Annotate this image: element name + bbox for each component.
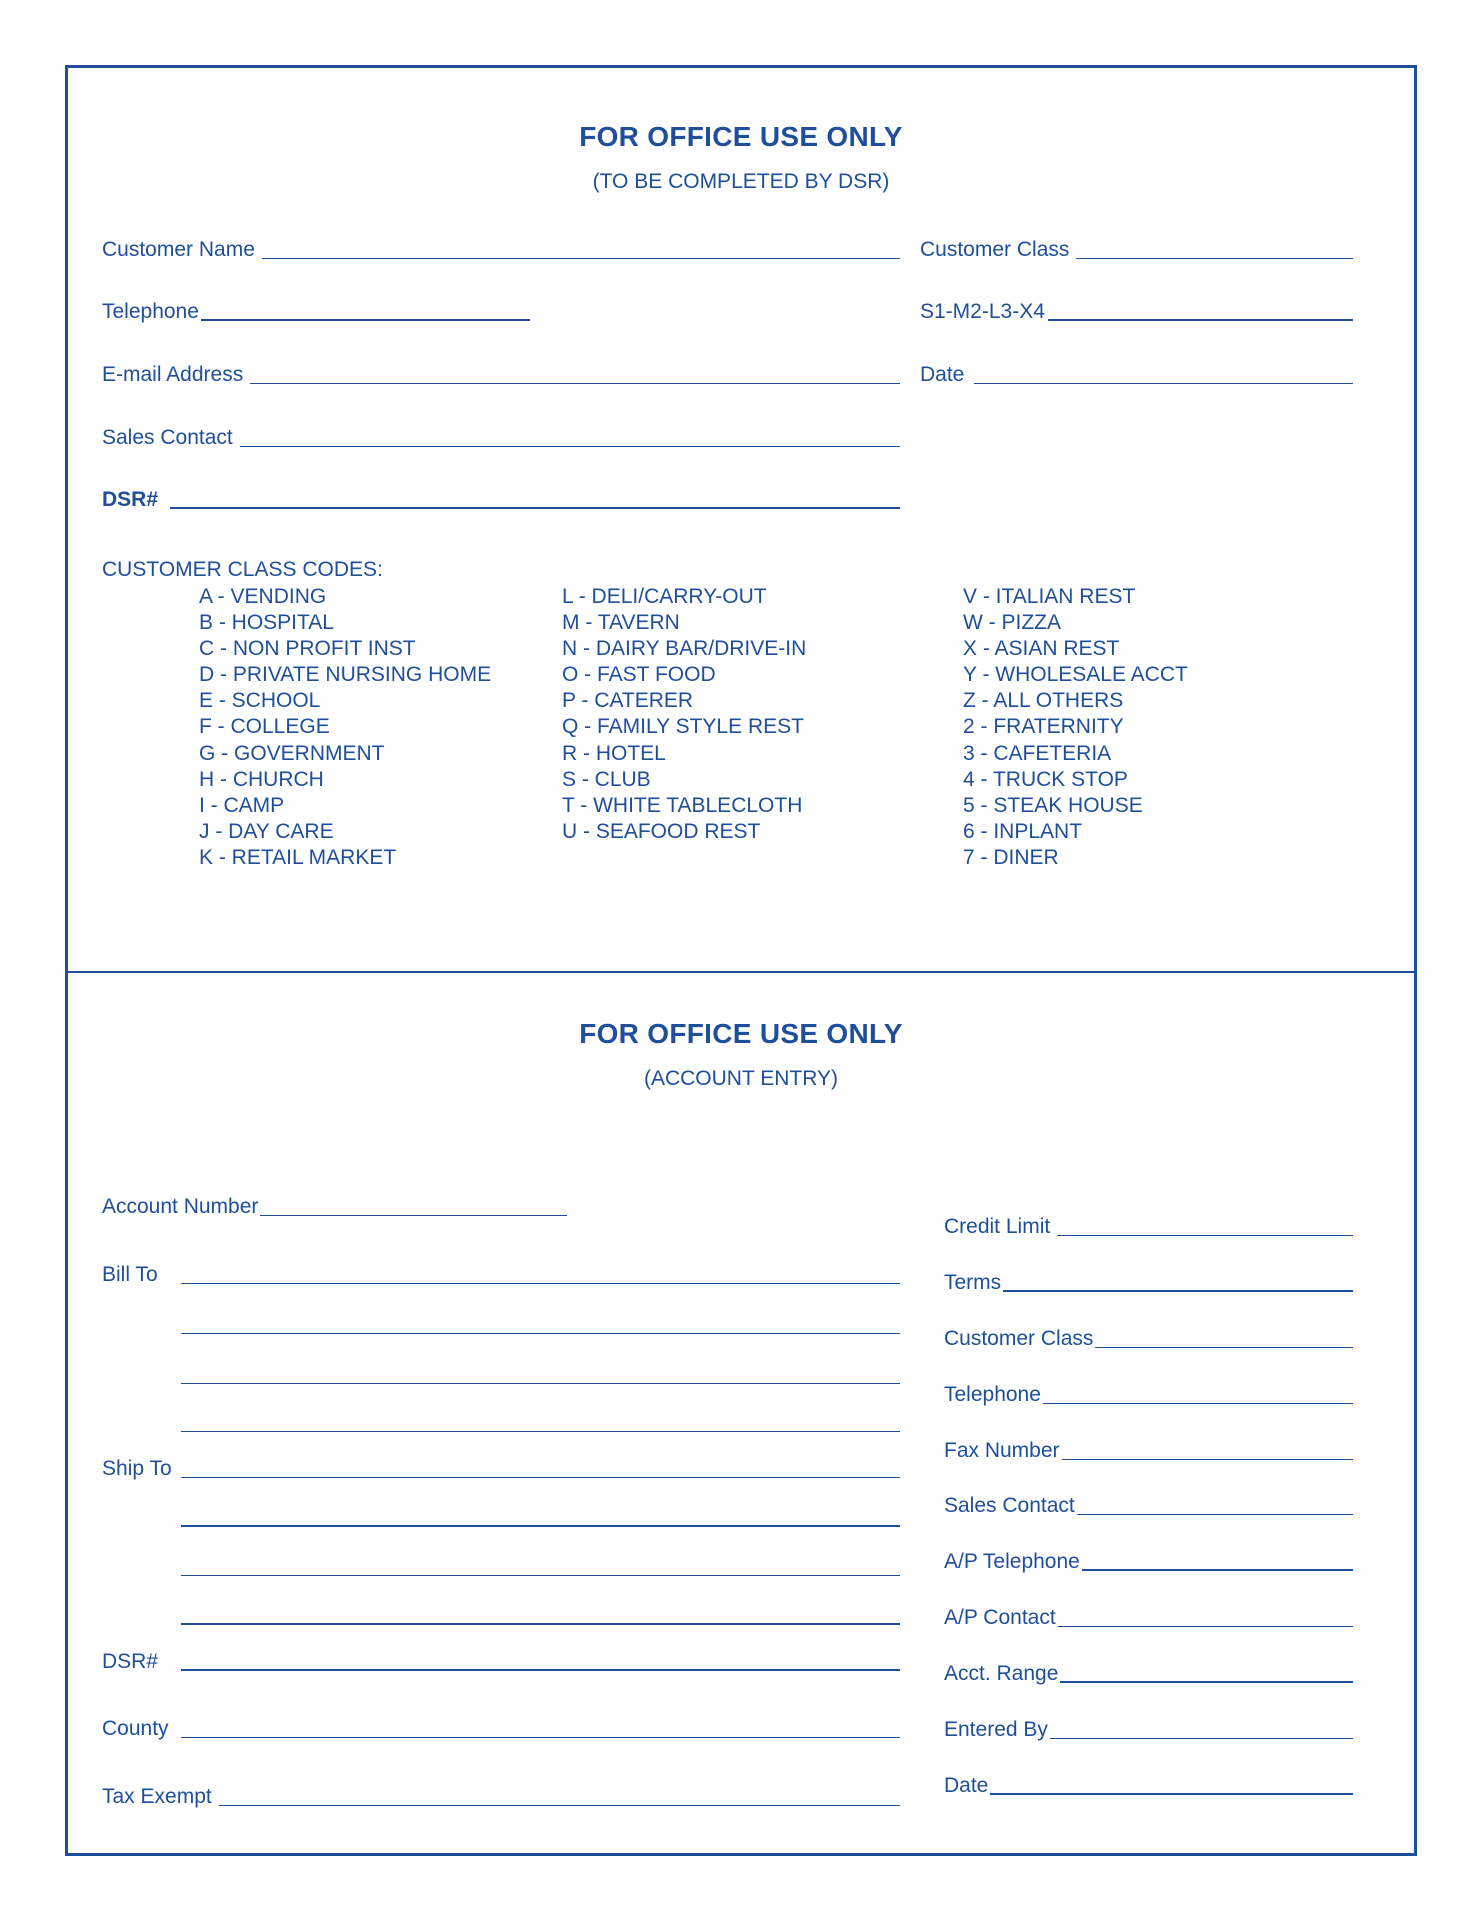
email-field[interactable] — [102, 357, 900, 387]
s1m2l3x4-field[interactable] — [920, 294, 1353, 324]
customer-name-field[interactable] — [102, 232, 900, 262]
bottom-customer-class-field[interactable] — [944, 1321, 1353, 1351]
bottom-telephone-field[interactable] — [944, 1377, 1353, 1407]
bottom-title: FOR OFFICE USE ONLY — [579, 1018, 903, 1049]
class-code: J - DAY CARE — [199, 819, 334, 843]
s1m2l3x4-line[interactable] — [1048, 313, 1353, 321]
entered-by-label: Entered By — [944, 1718, 1048, 1741]
class-code: B - HOSPITAL — [199, 611, 334, 635]
customer-name-label: Customer Name — [102, 238, 255, 261]
bottom-dsr-line[interactable] — [181, 1663, 900, 1671]
ship-to-line-2[interactable] — [181, 1525, 900, 1527]
class-code: R - HOTEL — [562, 741, 666, 765]
ship-to-field[interactable] — [102, 1451, 900, 1481]
class-code: S - CLUB — [562, 767, 651, 791]
bottom-subtitle: (ACCOUNT ENTRY) — [643, 1067, 839, 1090]
ship-to-label: Ship To — [102, 1457, 172, 1480]
bill-to-line-3[interactable] — [181, 1383, 900, 1384]
bottom-dsr-label: DSR# — [102, 1650, 159, 1673]
bottom-customer-class-label: Customer Class — [944, 1327, 1094, 1350]
class-code: Y - WHOLESALE ACCT — [963, 663, 1188, 687]
class-code: C - NON PROFIT INST — [199, 637, 416, 661]
class-code: 4 - TRUCK STOP — [963, 767, 1128, 791]
class-code: O - FAST FOOD — [562, 663, 716, 687]
customer-class-field[interactable] — [920, 232, 1353, 262]
class-code: A - VENDING — [199, 585, 327, 608]
class-code: I - CAMP — [199, 793, 285, 817]
class-code: F - COLLEGE — [199, 715, 330, 739]
class-code: H - CHURCH — [199, 767, 324, 791]
class-code: N - DAIRY BAR/DRIVE-IN — [562, 637, 807, 661]
class-code: U - SEAFOOD REST — [562, 819, 761, 843]
ship-to-line-4[interactable] — [181, 1623, 900, 1625]
section-divider — [68, 971, 1414, 973]
credit-limit-label: Credit Limit — [944, 1215, 1051, 1238]
credit-limit-line[interactable] — [1057, 1229, 1353, 1236]
dsr-field[interactable] — [102, 482, 900, 512]
class-code: P - CATERER — [562, 689, 694, 713]
bottom-customer-class-line[interactable] — [1095, 1341, 1353, 1348]
class-codes-column-3 — [963, 584, 1188, 871]
ship-to-line-1[interactable] — [181, 1471, 900, 1478]
class-code: D - PRIVATE NURSING HOME — [199, 663, 492, 687]
class-code: M - TAVERN — [562, 611, 680, 635]
customer-class-label: Customer Class — [920, 238, 1070, 261]
class-code: T - WHITE TABLECLOTH — [562, 793, 803, 817]
class-code: W - PIZZA — [963, 611, 1061, 635]
date-line[interactable] — [974, 377, 1353, 384]
ship-to-line-3[interactable] — [181, 1575, 900, 1576]
top-subtitle: (TO BE COMPLETED BY DSR) — [592, 170, 890, 193]
telephone-line[interactable] — [201, 313, 530, 321]
ap-contact-field[interactable] — [944, 1600, 1353, 1630]
class-code: 5 - STEAK HOUSE — [963, 793, 1143, 817]
acct-range-label: Acct. Range — [944, 1662, 1059, 1685]
dsr-label: DSR# — [102, 488, 159, 511]
customer-name-line[interactable] — [262, 252, 900, 259]
class-code: X - ASIAN REST — [963, 637, 1120, 661]
bill-to-label: Bill To — [102, 1263, 158, 1286]
bill-to-line-2[interactable] — [181, 1333, 900, 1334]
tax-exempt-label: Tax Exempt — [102, 1785, 212, 1808]
class-code: K - RETAIL MARKET — [199, 845, 397, 869]
ap-telephone-label: A/P Telephone — [944, 1550, 1080, 1573]
account-number-label: Account Number — [102, 1195, 259, 1218]
entered-by-field[interactable] — [944, 1712, 1353, 1742]
ap-telephone-line[interactable] — [1082, 1563, 1353, 1571]
date-label: Date — [920, 363, 965, 386]
class-code: V - ITALIAN REST — [963, 585, 1136, 608]
fax-number-label: Fax Number — [944, 1439, 1060, 1462]
class-code: 2 - FRATERNITY — [963, 715, 1124, 739]
account-number-line[interactable] — [260, 1209, 567, 1216]
class-code: 3 - CAFETERIA — [963, 741, 1112, 765]
acct-range-line[interactable] — [1060, 1675, 1353, 1683]
acct-range-field[interactable] — [944, 1656, 1353, 1686]
bottom-sales-contact-label: Sales Contact — [944, 1494, 1075, 1517]
class-codes-column-1 — [199, 584, 491, 871]
class-codes-column-2 — [562, 584, 806, 845]
date-field[interactable] — [920, 357, 1353, 387]
county-line[interactable] — [181, 1731, 900, 1738]
class-code: L - DELI/CARRY-OUT — [562, 585, 767, 608]
class-code: Q - FAMILY STYLE REST — [562, 715, 804, 739]
bottom-date-line[interactable] — [990, 1787, 1353, 1795]
email-label: E-mail Address — [102, 363, 244, 386]
class-code: 7 - DINER — [963, 845, 1059, 869]
terms-line[interactable] — [1003, 1284, 1353, 1292]
bottom-sales-contact-line[interactable] — [1077, 1508, 1353, 1515]
credit-limit-field[interactable] — [944, 1209, 1353, 1239]
class-code: 6 - INPLANT — [963, 819, 1083, 843]
terms-label: Terms — [944, 1271, 1002, 1294]
top-title: FOR OFFICE USE ONLY — [579, 121, 903, 152]
county-field[interactable] — [102, 1711, 900, 1741]
dsr-line[interactable] — [170, 501, 900, 509]
sales-contact-label: Sales Contact — [102, 426, 233, 449]
ap-telephone-field[interactable] — [944, 1544, 1353, 1574]
account-number-field[interactable] — [102, 1189, 567, 1219]
class-code: Z - ALL OTHERS — [963, 689, 1124, 713]
telephone-label: Telephone — [102, 300, 199, 323]
s1m2l3x4-label: S1-M2-L3-X4 — [920, 300, 1045, 323]
bottom-dsr-field[interactable] — [102, 1644, 900, 1674]
class-code: E - SCHOOL — [199, 689, 321, 713]
bottom-telephone-line[interactable] — [1043, 1397, 1353, 1404]
bill-to-field[interactable] — [102, 1257, 900, 1287]
telephone-field[interactable] — [102, 294, 530, 324]
bill-to-line-4[interactable] — [181, 1431, 900, 1432]
bottom-sales-contact-field[interactable] — [944, 1488, 1353, 1518]
bottom-date-label: Date — [944, 1774, 989, 1797]
bottom-date-field[interactable] — [944, 1768, 1353, 1798]
customer-class-codes-heading: CUSTOMER CLASS CODES: — [102, 558, 383, 581]
email-line[interactable] — [250, 377, 900, 384]
county-label: County — [102, 1717, 169, 1740]
sales-contact-field[interactable] — [102, 420, 900, 450]
form-frame — [65, 65, 1417, 1856]
entered-by-line[interactable] — [1050, 1732, 1353, 1739]
tax-exempt-line[interactable] — [219, 1799, 900, 1806]
bill-to-line-1[interactable] — [181, 1277, 900, 1284]
ap-contact-label: A/P Contact — [944, 1606, 1056, 1629]
customer-class-line[interactable] — [1076, 252, 1353, 259]
fax-number-field[interactable] — [944, 1433, 1353, 1463]
tax-exempt-field[interactable] — [102, 1779, 900, 1809]
terms-field[interactable] — [944, 1265, 1353, 1295]
fax-number-line[interactable] — [1062, 1453, 1353, 1460]
bottom-telephone-label: Telephone — [944, 1383, 1041, 1406]
ap-contact-line[interactable] — [1058, 1620, 1353, 1627]
sales-contact-line[interactable] — [240, 440, 900, 447]
class-code: G - GOVERNMENT — [199, 741, 385, 765]
